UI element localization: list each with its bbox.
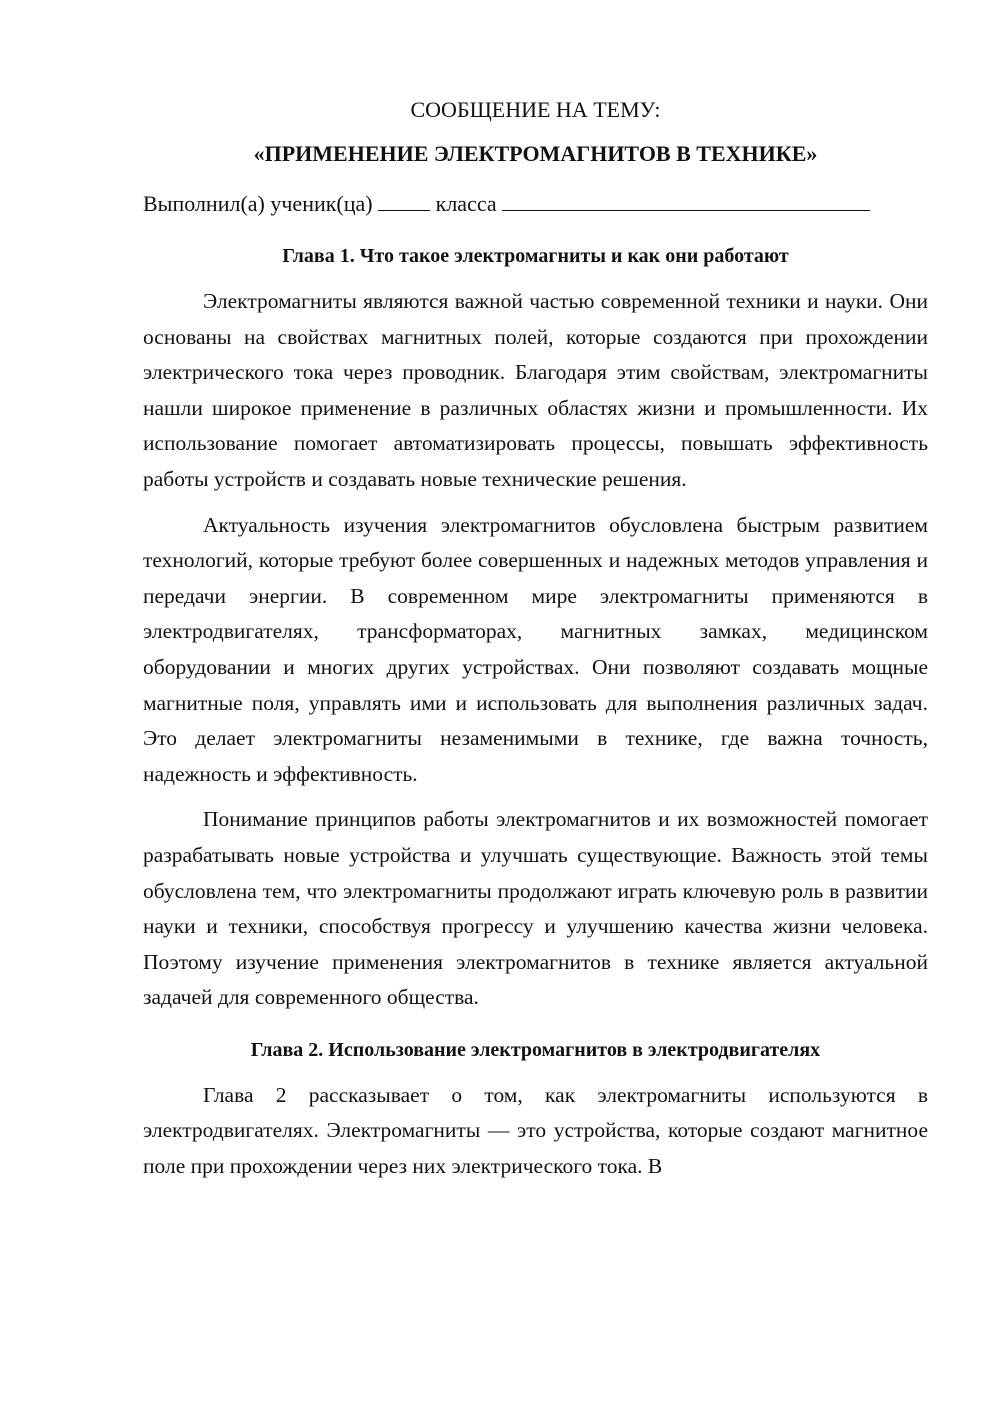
author-prefix: Выполнил(а) ученик(ца) [143, 191, 379, 216]
chapter-1-paragraph-3: Понимание принципов работы электромагнитов и их возможностей помогает разрабатывать новые устройства и улучшать существующие. Важность этой темы обусловлена тем, что электромагниты продолжают играть ключевую роль в развитии науки и техники, способствуя прогрессу и улучшению качества жизни человека. Поэтому изучение применения электромагнитов в технике является актуальной задачей для современного общества. [143, 807, 928, 1010]
chapter-2-heading: Глава 2. Использование электромагнитов в электродвигателях [250, 1038, 821, 1061]
chapter-2-paragraph-1: Глава 2 рассказывает о том, как электромагниты используются в электродвигателях. Электромагниты — это устройства, которые создают магнитное поле при прохождении через них электрического тока. В [143, 1082, 928, 1179]
title-line-1: СООБЩЕНИЕ НА ТЕМУ: [410, 97, 661, 122]
name-blank [502, 188, 870, 211]
chapter-1-paragraph-1: Электромагниты являются важной частью современной техники и науки. Они основаны на свойствах магнитных полей, которые создаются при прохождении электрического тока через проводник. Благодаря этим свойствам, электромагниты нашли широкое применение в различных областях жизни и промышленности. Их использование помогает автоматизировать процессы, повышать эффективность работы устройств и создавать новые технические решения. [143, 289, 928, 491]
author-middle: класса [430, 191, 503, 216]
document-page [143, 92, 928, 1185]
chapter-1-heading: Глава 1. Что такое электромагниты и как они работают [282, 245, 789, 267]
title-line-2: «ПРИМЕНЕНИЕ ЭЛЕКТРОМАГНИТОВ В ТЕХНИКЕ» [253, 141, 818, 166]
chapter-1-paragraph-2: Актуальность изучения электромагнитов обусловлена быстрым развитием технологий, которые требуют более совершенных и надежных методов управления и передачи энергии. В современном мире электромагниты применяются в электродвигателях, трансформаторах, магнитных замках, медицинском оборудовании и многих других устройствах. Они позволяют создавать мощные магнитные поля, управлять ими и использовать для выполнения различных задач. Это делает электромагниты незаменимыми в технике, где важна точность, надежность и эффективность. [143, 512, 928, 786]
author-line [143, 186, 928, 222]
grade-blank [378, 188, 430, 211]
